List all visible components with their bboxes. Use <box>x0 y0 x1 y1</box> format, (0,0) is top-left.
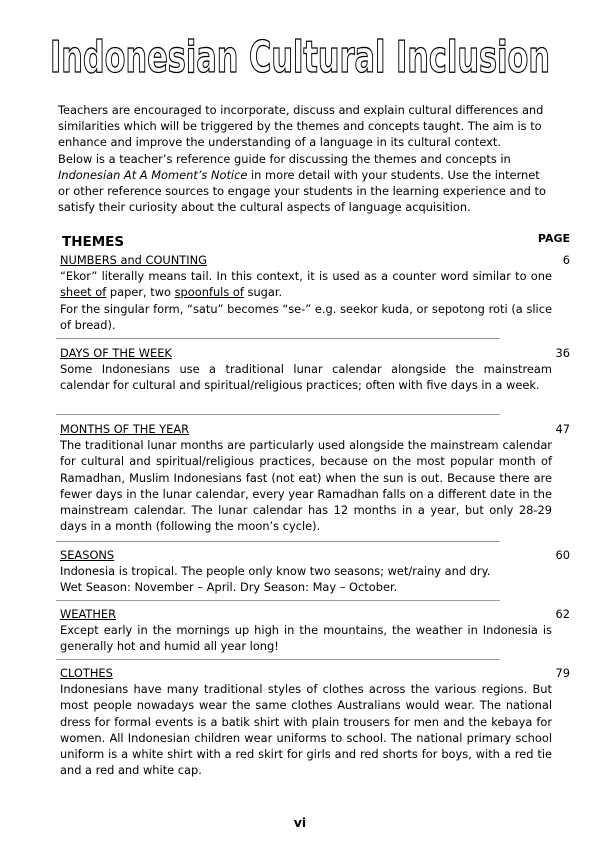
page-title <box>40 22 560 84</box>
section-body <box>60 268 552 333</box>
intro-paragraph-1: Teachers are encouraged to incorporate, discuss and explain cultural differences and similarities which will be triggered by the themes and concepts taught. The aim is to enhance and improve the understanding of a language in its cultural context. <box>58 103 544 150</box>
section-page-number: 6 <box>562 253 570 267</box>
page-heading: PAGE <box>537 232 570 245</box>
section-divider <box>56 338 500 339</box>
section-page-number: 60 <box>555 548 570 562</box>
section-months-of-year <box>60 421 570 534</box>
section-line: Wet Season: November – April. Dry Season: May – October. <box>60 580 398 595</box>
text-run: paper, two <box>106 285 175 300</box>
intro-p2-end: in more detail with your students. Use the internet or other reference sources to engage your students in the learning experience and to satisfy their curiosity about the cultural aspects of language acquisition. <box>58 167 546 215</box>
section-numbers-counting <box>60 252 570 333</box>
section-line: For the singular form, “satu” becomes “se-” e.g. seekor kuda, or sepotong roti (a slice of bread). <box>60 301 552 332</box>
section-weather <box>60 606 570 655</box>
section-title: WEATHER <box>60 607 117 621</box>
underlined-term: sheet of <box>60 285 107 300</box>
section-page-number: 36 <box>555 346 570 360</box>
section-title: SEASONS <box>60 548 115 562</box>
book-title: Indonesian At A Moment’s Notice <box>58 167 248 182</box>
section-page-number: 62 <box>555 607 570 621</box>
section-line <box>60 268 552 300</box>
section-title: CLOTHES <box>60 666 113 680</box>
section-days-of-week <box>60 345 570 394</box>
section-divider <box>56 541 500 542</box>
section-body <box>60 563 552 595</box>
text-run: sugar. <box>243 285 283 300</box>
table-header <box>58 232 570 252</box>
section-divider <box>56 659 500 660</box>
section-body: Indonesians have many traditional styles of clothes across the various regions. But most people nowadays wear the same clothes Australians would wear. The national dress for formal events is a batik shirt with plain trousers for men and the kebaya for women. All Indonesian children wear uniforms to school. The national primary school uniform is a white shirt with a red skirt for girls and red shorts for boys, with a red tie and a red and white cap. <box>60 682 552 778</box>
text-run: “Ekor” literally means tail. In this context, it is used as a counter word similar to one <box>60 269 552 284</box>
section-body: Except early in the mornings up high in the mountains, the weather in Indonesia is generally hot and humid all year long! <box>60 623 552 654</box>
underlined-term: spoonfuls of <box>174 285 244 300</box>
section-title: MONTHS OF THE YEAR <box>60 422 190 436</box>
section-page-number: 47 <box>555 422 570 436</box>
section-clothes <box>60 665 570 778</box>
section-page-number: 79 <box>555 666 570 680</box>
section-title: NUMBERS and COUNTING <box>60 253 207 267</box>
section-body: The traditional lunar months are particularly used alongside the mainstream calendar for cultural and spiritual/religious practices, because on the most popular month of Ramadhan, Muslim Indonesians fast (not eat) when the sun is out. Because there are fewer days in the lunar calendar, every year Ramadhan falls on a different date in the mainstream calendar. The lunar calendar has 12 months in a year, but only 28-29 days in a month (following the moon’s cycle). <box>60 438 552 534</box>
page-number-footer: vi <box>293 815 307 830</box>
section-line: Indonesia is tropical. The people only know two seasons; wet/rainy and dry. <box>60 564 491 579</box>
section-divider <box>56 414 500 415</box>
section-seasons <box>60 547 570 596</box>
themes-heading: THEMES <box>62 234 125 250</box>
intro-p2-start: Below is a teacher’s reference guide for discussing the themes and concepts in <box>58 151 511 166</box>
section-divider <box>56 600 500 601</box>
section-title: DAYS OF THE WEEK <box>60 346 172 360</box>
intro-text <box>58 102 552 215</box>
page-title-text: Indonesian Cultural Inclusion <box>50 32 550 83</box>
section-body: Some Indonesians use a traditional lunar calendar alongside the mainstream calendar for cultural and spiritual/religious practices; often with five days in a week. <box>60 362 552 393</box>
intro-paragraph-2 <box>58 151 552 216</box>
